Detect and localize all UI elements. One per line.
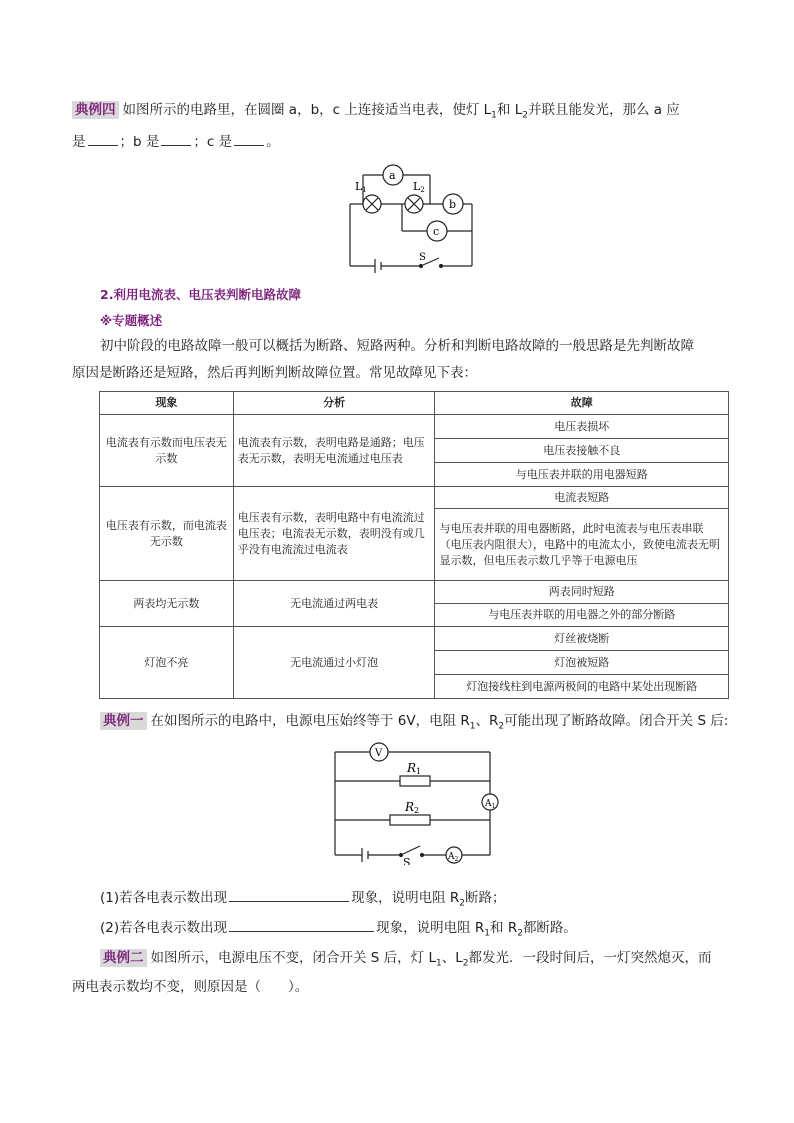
- example-4-line-1: 典例四 如图所示的电路里，在圆圈 a，b，c 上连接适当电表，使灯 $L_1$和 $L_2$并联且能发光，那么 a 应: [72, 100, 680, 126]
- answer-blank-q1[interactable]: [229, 887, 349, 902]
- example-2-line-1: 典例二 如图所示，电源电压不变，闭合开关 S 后，灯 $L_1$、$L_2$都发光．一段时间后，一灯突然熄灭，而: [100, 948, 711, 974]
- circuit-diagram-2: [330, 740, 500, 865]
- header-fault: 故障: [435, 392, 729, 415]
- meter-b-label: b: [449, 198, 457, 211]
- overview-paragraph-1: 初中阶段的电路故障一般可以概括为断路、短路两种。分析和判断电路故障的一般思路是先判断故障: [100, 338, 694, 354]
- table-row: 两表均无示数 无电流通过两电表 两表同时短路: [100, 581, 729, 604]
- resistor-r1-label: R1: [407, 761, 422, 776]
- question-1: (1)若各电表示数出现 现象，说明电阻 $R_2$断路；: [100, 887, 506, 914]
- switch-s-label: S: [403, 856, 411, 865]
- example-4-line-2: 是 ；b 是 ；c 是 。: [72, 131, 280, 152]
- table-row: 电压表有示数，而电流表无示数 电压表有示数，表明电路中有电流流过电压表；电流表无示数，表明没有或几乎没有电流流过电流表 电流表短路: [100, 487, 729, 509]
- answer-blank-c[interactable]: [234, 131, 264, 146]
- meter-a-label: a: [389, 169, 396, 182]
- meter-c-label: c: [433, 225, 440, 238]
- example-1-tag: 典例一: [100, 712, 147, 730]
- circuit-diagram-1: [345, 160, 480, 275]
- switch-label: S: [419, 252, 426, 263]
- overview-paragraph-2: 原因是断路还是短路，然后再判断判断故障位置。常见故障见下表：: [72, 365, 477, 381]
- lamp-l1-label: L1: [355, 180, 367, 194]
- lamp-l2-label: L2: [413, 180, 425, 194]
- answer-blank-b[interactable]: [161, 131, 191, 146]
- ammeter-a2-label: $A_2$: [448, 852, 459, 863]
- overview-heading: ※专题概述: [100, 313, 163, 328]
- table-row: 电流表有示数而电压表无示数 电流表有示数，表明电路是通路；电压表无示数，表明无电流通过电压表 电压表损坏: [100, 415, 729, 439]
- answer-blank-a[interactable]: [88, 131, 118, 146]
- example-1-line: 典例一 在如图所示的电路中，电源电压始终等于 6V，电阻 $R_1$、$R_2$可能出现了断路故障。闭合开关 S 后:: [100, 711, 728, 737]
- header-phenomenon: 现象: [100, 392, 234, 415]
- resistor-r2-label: R2: [405, 800, 420, 815]
- header-analysis: 分析: [233, 392, 435, 415]
- voltmeter-label: V: [375, 748, 383, 759]
- table-row: 灯泡不亮 无电流通过小灯泡 灯丝被烧断: [100, 627, 729, 651]
- section-2-title: 2.利用电流表、电压表判断电路故障: [100, 287, 301, 302]
- table-header-row: [100, 392, 729, 415]
- example-4-tag: 典例四: [72, 101, 119, 119]
- answer-blank-q2[interactable]: [229, 917, 374, 932]
- fault-table: 现象 分析 故障 电流表有示数而电压表无示数 电流表有示数，表明电路是通路；电压表无示数，表明无电流通过电压表 电压表损坏 电压表接触不良 与电压表并联的用电器短路 电压表有示数，而电流表无示数 电压表有示数，表明电路中有电流流过电压表；电流表无示数，表明没有或几乎没有电流流过电流表 电流表短路 与电压表并联的用电器断路，此时电流表与电压表串联（电压表内阻很大），电路中的电流太小，致使电流表无明显示数，但电压表示数几乎等于电源电压 两表均无示数 无电流通过两电表 两表同时短路 与电压表并联的用电器之外的部分断路 灯泡不亮 无电流通过小灯泡 灯丝被烧断 灯泡被短路 灯泡接线柱到电源两极间的电路中某处出现断路: [99, 391, 729, 699]
- question-2: (2)若各电表示数出现 现象，说明电阻 $R_1$和 $R_2$都断路。: [100, 917, 577, 944]
- ammeter-a1-label: $A_1$: [485, 799, 496, 810]
- example-2-tag: 典例二: [100, 949, 147, 967]
- example-2-line-2: 两电表示数均不变，则原因是（ ）。: [72, 979, 309, 995]
